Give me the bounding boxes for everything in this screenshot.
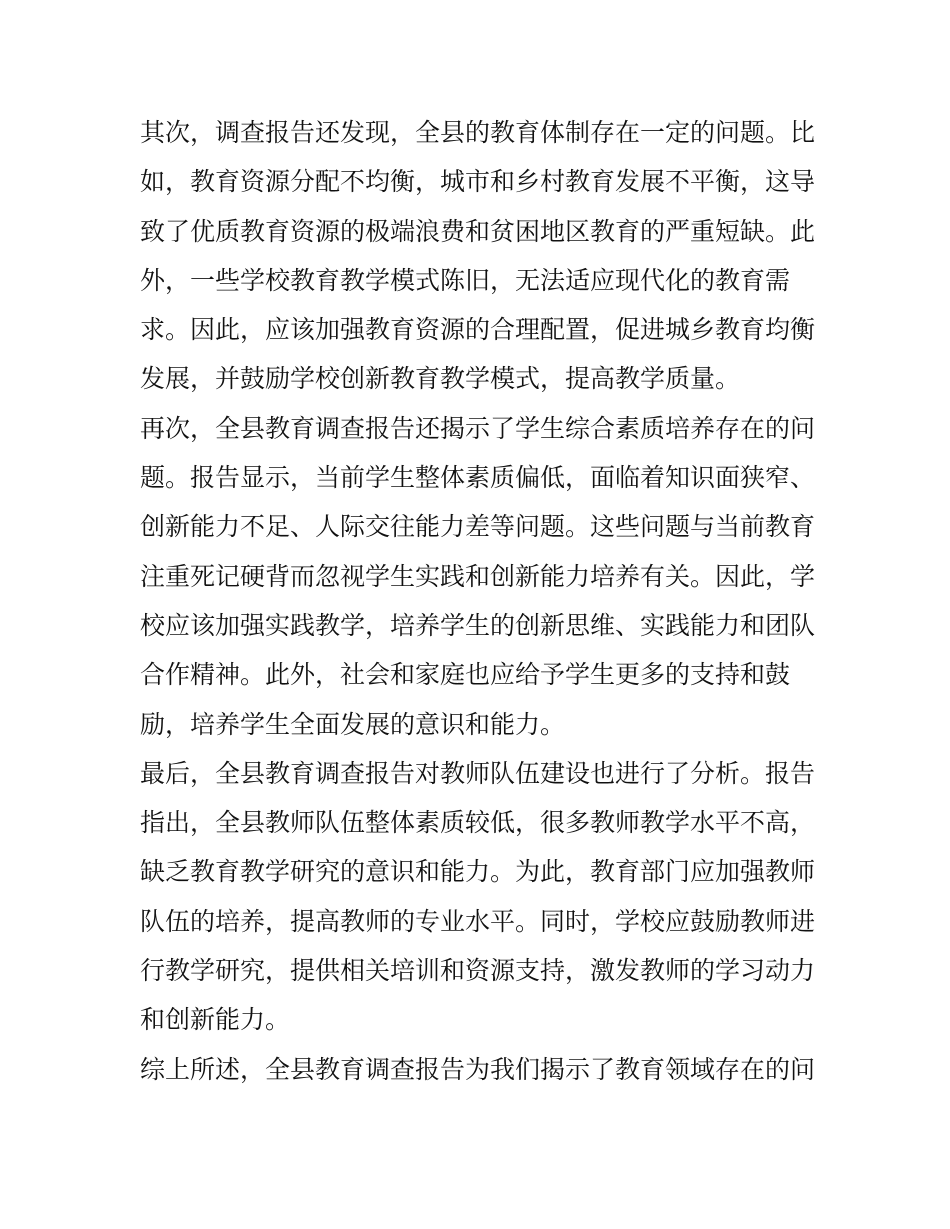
text-line: 题。报告显示，当前学生整体素质偏低，面临着知识面狭窄、 (140, 463, 816, 493)
text-line: 指出，全县教师队伍整体素质较低，很多教师教学水平不高， (140, 808, 816, 838)
text-line: 创新能力不足、人际交往能力差等问题。这些问题与当前教育 (140, 512, 816, 542)
text-line: 励，培养学生全面发展的意识和能力。 (140, 709, 566, 739)
text-line: 注重死记硬背而忽视学生实践和创新能力培养有关。因此，学 (140, 561, 816, 591)
text-line: 外，一些学校教育教学模式陈旧，无法适应现代化的教育需 (140, 265, 791, 295)
text-line: 和创新能力。 (140, 1005, 291, 1035)
text-line: 求。因此，应该加强教育资源的合理配置，促进城乡教育均衡 (140, 315, 816, 345)
text-line: 校应该加强实践教学，培养学生的创新思维、实践能力和团队 (140, 610, 816, 640)
text-line: 发展，并鼓励学校创新教育教学模式，提高教学质量。 (140, 364, 741, 394)
text-line: 综上所述，全县教育调查报告为我们揭示了教育领域存在的问 (140, 1054, 816, 1084)
text-line: 再次，全县教育调查报告还揭示了学生综合素质培养存在的问 (140, 413, 816, 443)
body-text (140, 108, 820, 1094)
text-line: 队伍的培养，提高教师的专业水平。同时，学校应鼓励教师进 (140, 906, 816, 936)
text-line: 合作精神。此外，社会和家庭也应给予学生更多的支持和鼓 (140, 660, 791, 690)
text-line: 缺乏教育教学研究的意识和能力。为此，教育部门应加强教师 (140, 857, 816, 887)
text-line: 如，教育资源分配不均衡，城市和乡村教育发展不平衡，这导 (140, 167, 816, 197)
text-line: 其次，调查报告还发现，全县的教育体制存在一定的问题。比 (140, 118, 816, 147)
text-line: 致了优质教育资源的极端浪费和贫困地区教育的严重短缺。此 (140, 216, 816, 246)
text-line: 最后，全县教育调查报告对教师队伍建设也进行了分析。报告 (140, 758, 816, 788)
text-line: 行教学研究，提供相关培训和资源支持，激发教师的学习动力 (140, 956, 816, 986)
